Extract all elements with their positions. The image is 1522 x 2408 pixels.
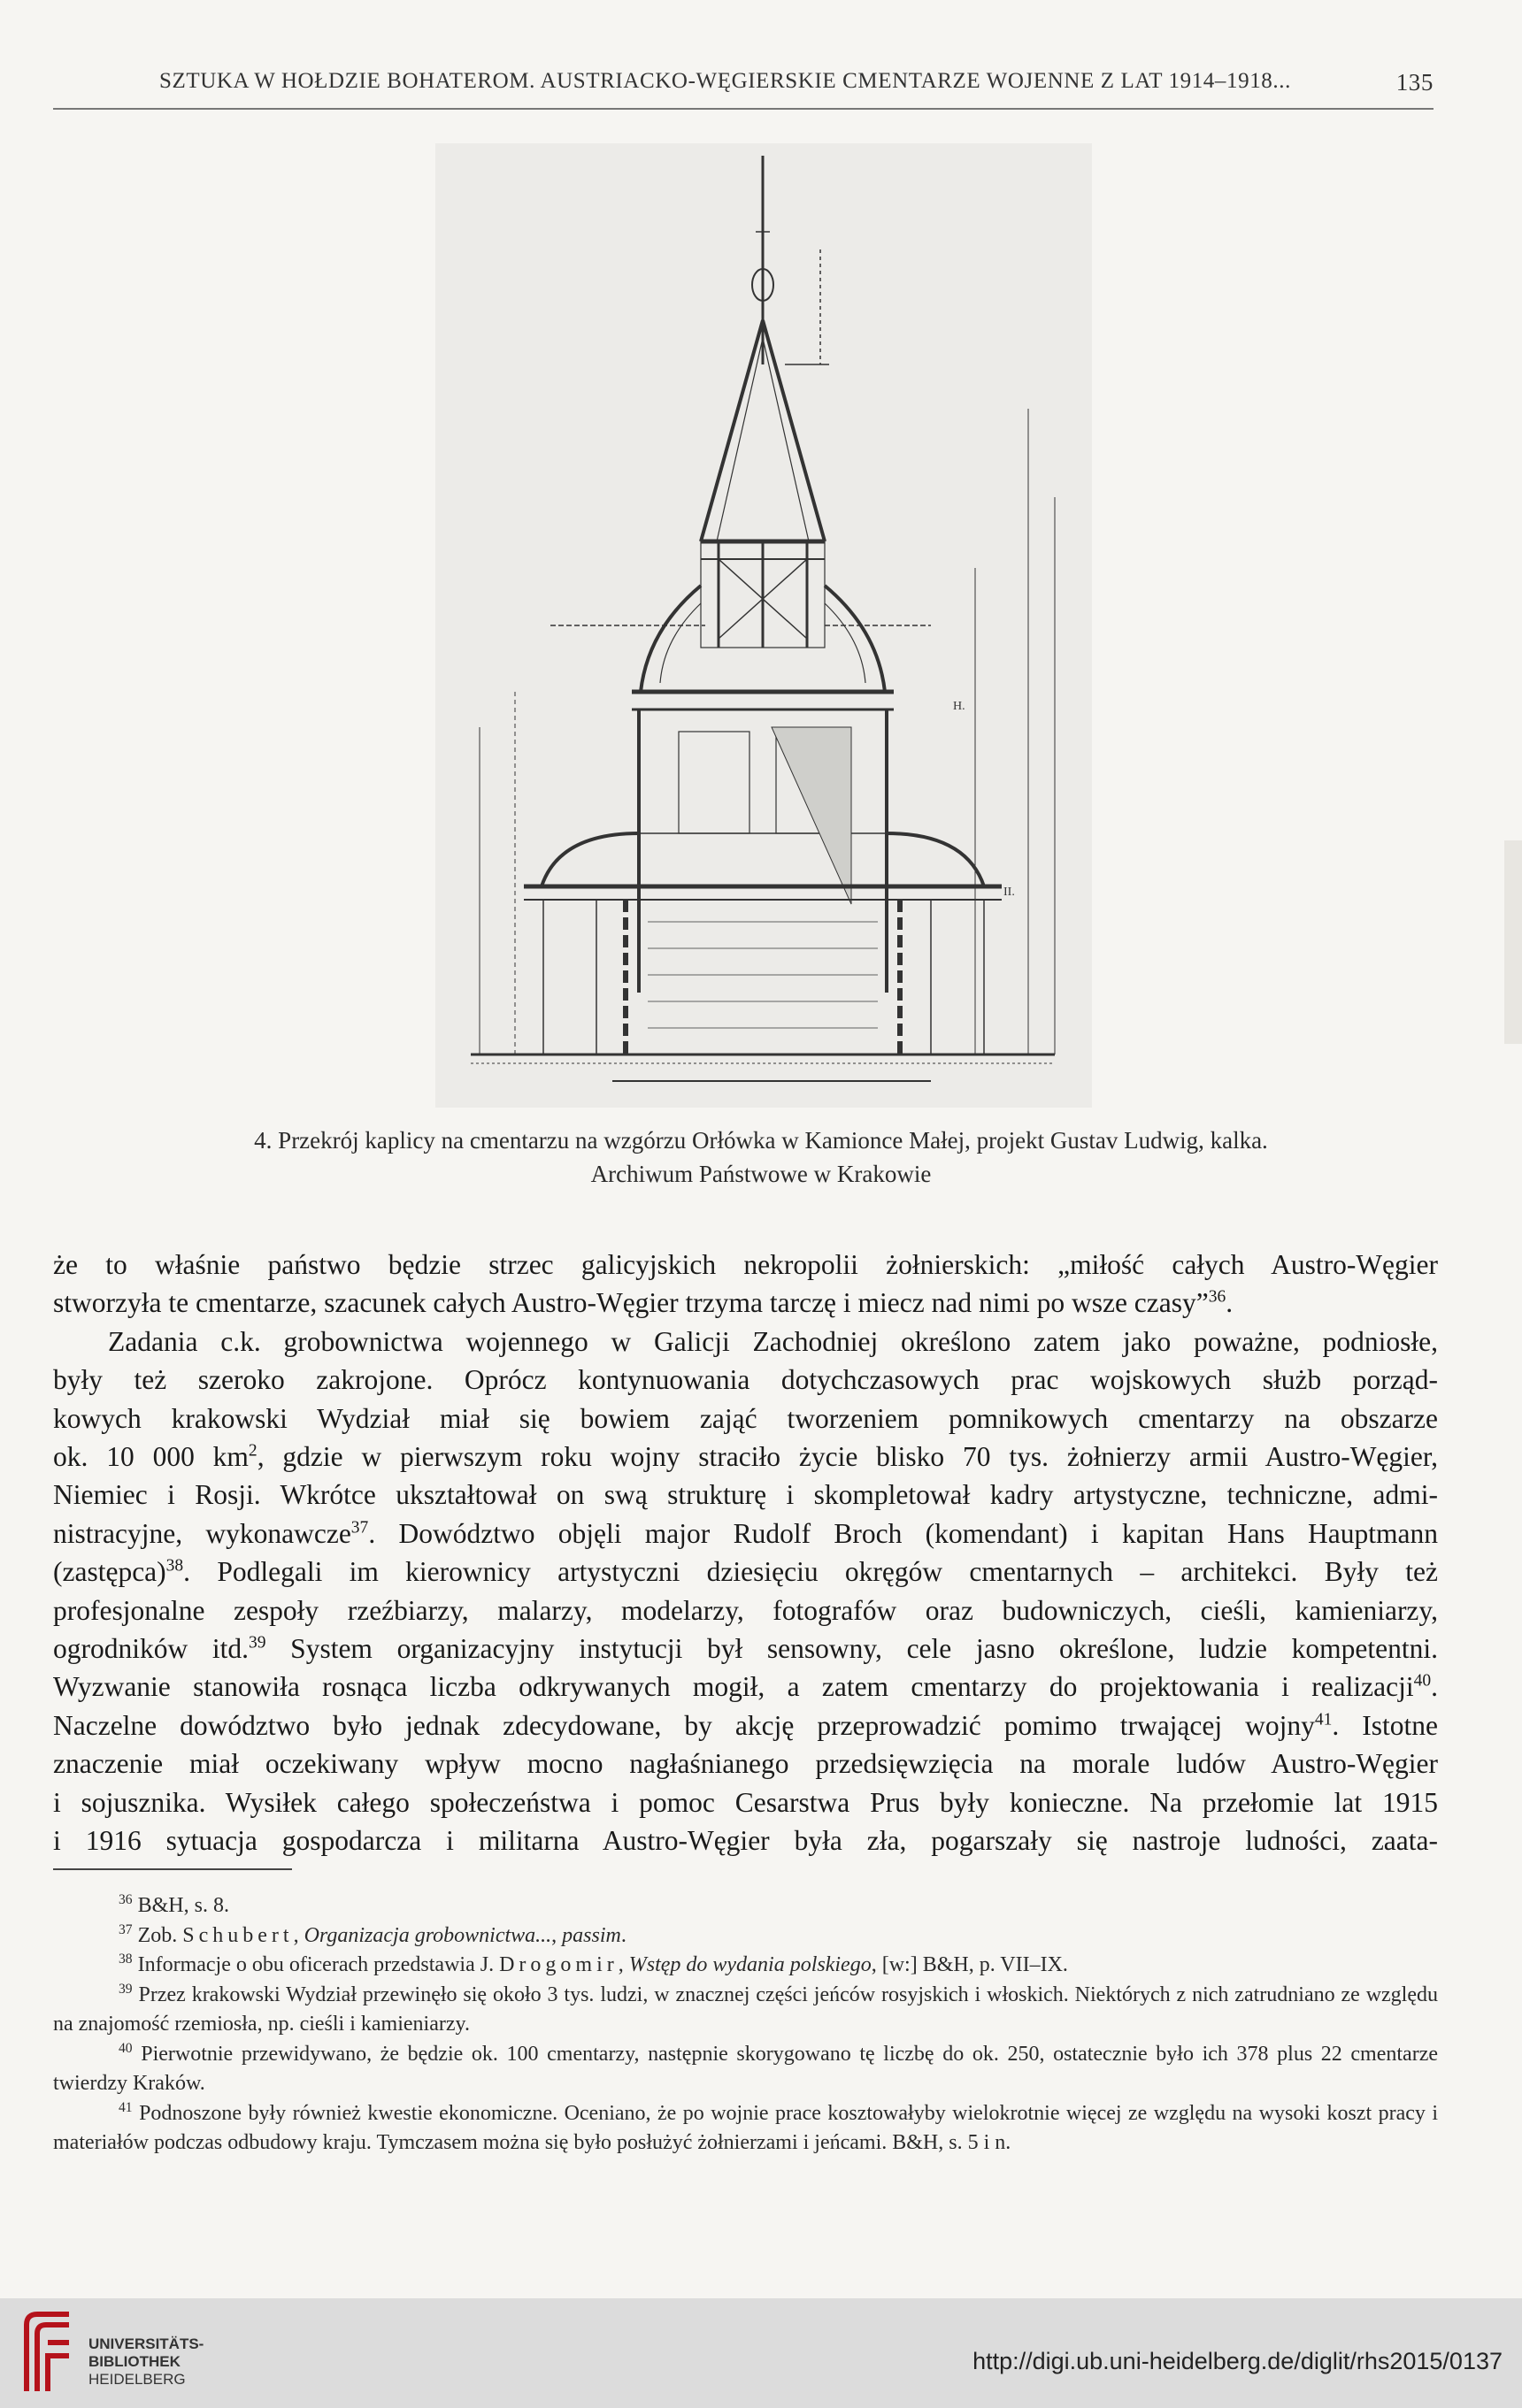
text-line [53,1515,1438,1553]
footnote-text: , [618,1953,629,1976]
logo-line-3: HEIDELBERG [88,2371,186,2388]
footnote-38 [53,1951,1438,1981]
page-edge-shadow [1504,840,1522,1044]
logo-line-2: BIBLIOTHEK [88,2353,181,2370]
footnote-rule [53,1868,292,1870]
drawing-label-h: H. [953,700,965,713]
caption-line-2: Archiwum Państwowe w Krakowie [590,1161,932,1187]
footnote-text: , [293,1923,304,1947]
text-line: profesjonalne zespoły rzeźbiarzy, malarzy, modelarzy, fotografów oraz budowniczych, cieśli, kamieniarzy, [53,1594,1438,1626]
chapel-cross-section-drawing [435,143,1092,1108]
text-line [53,1668,1438,1706]
text-span: System organizacyjny instytucji był sensowny, cele jasno określone, ludzie kompetentni. [265,1633,1438,1665]
text-line [53,1438,1438,1476]
text-line: były też szeroko zakrojone. Oprócz kontynuowania dotychczasowych prac wojskowych służb porząd- [53,1364,1438,1396]
footnotes [53,1891,1438,2159]
page-number: 135 [1395,69,1434,96]
text-line [53,1553,1438,1591]
text-line: znaczenie miał oczekiwany wpływ mocno nagłaśnianego przedsięwzięcia na morale ludów Austro-Węgier [53,1748,1438,1780]
text-line: i sojusznika. Wysiłek całego społeczeństwa i pomoc Cesarstwa Prus były konieczne. Na przełomie lat 1915 [53,1786,1438,1818]
architectural-drawing-figure [435,143,1092,1108]
footnote-number: 38 [119,1952,133,1967]
footnote-number: 37 [119,1921,133,1937]
footnote-text: Przez krakowski Wydział przewinęło się około 3 tys. ludzi, w znacznej części jeńców rosyjskich i włoskich. Niektórych z nich zatrudniano ze względu na znajomość rzemiosła, np. cieśli i kamieniarzy. [53,1982,1438,2036]
text-line: i 1916 sytuacja gospodarcza i militarna Austro-Węgier była zła, pogarszały się nastroje ludności, zaata- [53,1825,1438,1857]
text-line: że to właśnie państwo będzie strzec galicyjskich nekropolii żołnierskich: „miłość całych Austro-Węgier [53,1249,1438,1280]
running-title: SZTUKA W HOŁDZIE BOHATEROM. AUSTRIACKO-WĘGIERSKIE CMENTARZE WOJENNE Z LAT 1914–1918... [159,69,1291,93]
footnote-text: Zob. [137,1923,183,1947]
university-library-logo-icon [18,2307,80,2399]
text-span: stworzyła te cmentarze, szacunek całych Austro-Węgier trzyma tarczę i miecz nad nimi po wsze czasy” [53,1287,1209,1319]
footnote-text: Pierwotnie przewidywano, że będzie ok. 100 cmentarzy, następnie skorygowano tę liczbę do ok. 250, ostatecznie było ich 378 plus 22 cmentarze twierdzy Kraków. [53,2042,1438,2095]
footnote-ref: 41 [1314,1710,1333,1729]
drawing-label-ii: II. [1003,886,1015,899]
body-text [53,1246,1438,1860]
footnote-text: passim [562,1923,621,1947]
footnote-number: 40 [119,2040,133,2056]
footnote-title: Organizacja grobownictwa... [304,1923,552,1947]
footnote-number: 36 [119,1892,133,1907]
text-span: . Istotne [1332,1709,1438,1741]
text-span: . [1431,1671,1438,1703]
footnote-number: 39 [119,1981,133,1997]
text-span: ok. 10 000 km [53,1441,249,1473]
university-library-name [88,2335,204,2389]
text-span: Naczelne dowództwo było jednak zdecydowane, by akcję przeprowadzić pomimo trwającej wojny [53,1709,1315,1741]
footnote-ref: 37 [350,1518,369,1538]
footnote-title: Wstęp do wydania polskiego [628,1953,872,1976]
text-line [53,1706,1438,1745]
text-line [53,1284,1438,1322]
text-span: . Podlegali im kierownicy artystyczni dziesięciu okręgów cmentarnych – architekci. Były też [183,1556,1438,1588]
footnote-author: Schubert [182,1923,294,1947]
footnote-text: Informacje o obu oficerach przedstawia J. [137,1953,500,1976]
footnote-ref: 38 [165,1556,184,1576]
text-span: . [1226,1287,1234,1319]
footnote-39 [53,1981,1438,2040]
text-line: Zadania c.k. grobownictwa wojennego w Galicji Zachodniej określono zatem jako poważne, podniosłe, [108,1325,1438,1357]
footnote-37 [53,1921,1438,1952]
footnote-text: , [551,1923,563,1947]
footnote-ref: 39 [249,1633,266,1653]
footnote-40 [53,2040,1438,2099]
digital-library-url[interactable]: http://digi.ub.uni-heidelberg.de/diglit/rhs2015/0137 [972,2348,1503,2374]
text-line: kowych krakowski Wydział miał się bowiem zająć tworzeniem pomnikowych cmentarzy na obszarze [53,1402,1438,1434]
footnote-text: B&H, s. 8. [137,1894,229,1917]
text-span: , gdzie w pierwszym roku wojny straciło życie blisko 70 tys. żołnierzy armii Austro-Węgier, [257,1441,1438,1473]
header-rule [53,108,1434,110]
text-span: Wyzwanie stanowiła rosnąca liczba odkrywanych mogił, a zatem cmentarzy do projektowania i realizacji [53,1671,1414,1703]
footnote-ref: 36 [1208,1287,1226,1307]
figure-caption [53,1123,1469,1191]
superscript: 2 [248,1441,258,1461]
text-span: nistracyjne, wykonawcze [53,1517,351,1549]
text-span: ogrodników itd. [53,1633,250,1665]
footnote-text: Podnoszone były również kwestie ekonomiczne. Oceniano, że po wojnie prace kosztowałyby wielokrotnie więcej ze względu na wysoki koszt pracy i materiałów podczas odbudowy kraju. Tymczasem można się było posłużyć żołnierzami i jeńcami. B&H, s. 5 i n. [53,2101,1439,2154]
text-span: (zastępca) [53,1556,166,1588]
text-line: Niemiec i Rosji. Wkrótce ukształtował on swą strukturę i skompletował kadry artystyczne, techniczne, admi- [53,1479,1438,1511]
text-span: . Dowództwo objęli major Rudolf Broch (komendant) i kapitan Hans Hauptmann [368,1517,1438,1549]
footnote-text: . [620,1923,626,1947]
logo-line-1: UNIVERSITÄTS- [88,2335,204,2352]
footnote-41 [53,2099,1438,2159]
caption-line-1: 4. Przekrój kaplicy na cmentarzu na wzgórzu Orłówka w Kamionce Małej, projekt Gustav Ludwig, kalka. [254,1127,1268,1154]
footnote-number: 41 [119,2099,133,2115]
footnote-ref: 40 [1413,1671,1432,1691]
footnote-author: Drogomir [499,1953,619,1976]
footnote-text: , [w:] B&H, p. VII–IX. [871,1953,1068,1976]
text-line [53,1630,1438,1668]
footnote-36 [53,1891,1438,1921]
